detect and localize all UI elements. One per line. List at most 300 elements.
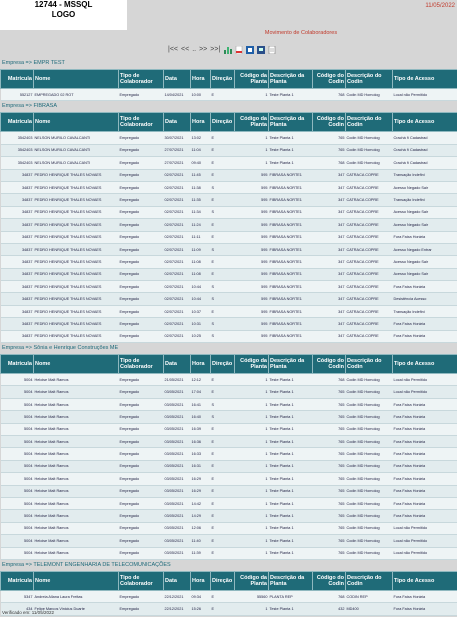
- table-cell: Crachá ñ Cadastrad: [393, 132, 457, 144]
- table-cell: 1: [235, 510, 269, 522]
- table-row[interactable]: [1, 460, 457, 472]
- table-row[interactable]: [1, 293, 457, 305]
- print-icon[interactable]: [257, 46, 265, 54]
- table-cell: Codin MD Homolog: [346, 547, 393, 559]
- column-header[interactable]: Descrição do Codin: [346, 571, 393, 590]
- table-cell: 02/07/2021: [164, 243, 191, 255]
- table-cell: Empregado: [119, 386, 164, 398]
- table-cell: E: [211, 144, 235, 156]
- table-cell: Felipe Marcos Vinicius Duarte: [34, 603, 119, 615]
- table-cell: 5004: [1, 374, 34, 386]
- table-cell: E: [211, 132, 235, 144]
- table-cell: PEDRO HENRIQUE THALES NOVAES: [34, 181, 119, 193]
- table-cell: 55560: [235, 590, 269, 602]
- report-content: [0, 58, 457, 616]
- table-cell: PEDRO HENRIQUE THALES NOVAES: [34, 330, 119, 342]
- table-cell: 765: [313, 522, 346, 534]
- column-header[interactable]: Tipo de Colaborador: [119, 355, 164, 374]
- table-header-row: [1, 70, 457, 89]
- column-header[interactable]: Data: [164, 571, 191, 590]
- table-cell: 02/07/2021: [164, 293, 191, 305]
- table-row[interactable]: [1, 219, 457, 231]
- table-cell: PEDRO HENRIQUE THALES NOVAES: [34, 281, 119, 293]
- table-cell: Codin MD Homolog: [346, 398, 393, 410]
- table-cell: E: [211, 423, 235, 435]
- table-cell: 34837: [1, 305, 34, 317]
- table-cell: 595: [235, 231, 269, 243]
- table-cell: Codin MD Homolog: [346, 497, 393, 509]
- table-row[interactable]: [1, 206, 457, 218]
- table-cell: 16:40: [191, 411, 211, 423]
- table-cell: 34837: [1, 318, 34, 330]
- table-cell: 5004: [1, 460, 34, 472]
- table-cell: CATRACA COPRE: [346, 194, 393, 206]
- chart-icon[interactable]: [224, 46, 232, 54]
- table-cell: Codin MD Homolog: [346, 535, 393, 547]
- table-cell: S: [211, 181, 235, 193]
- table-cell: 595: [235, 256, 269, 268]
- table-cell: S: [211, 318, 235, 330]
- table-cell: Teste Planta 1: [269, 374, 313, 386]
- table-row[interactable]: [1, 448, 457, 460]
- table-cell: Teste Planta 1: [269, 144, 313, 156]
- table-cell: Empregado: [119, 374, 164, 386]
- table-cell: E: [211, 497, 235, 509]
- table-cell: FIBRASA NORTE1: [269, 243, 313, 255]
- column-header[interactable]: Descrição da Planta: [269, 571, 313, 590]
- table-cell: Heloise Malt Ramos: [34, 473, 119, 485]
- table-cell: 12:06: [191, 522, 211, 534]
- column-header[interactable]: Matricula: [1, 113, 34, 132]
- table-cell: Fora Faixa Horária: [393, 448, 457, 460]
- column-header[interactable]: Tipo de Colaborador: [119, 113, 164, 132]
- table-cell: 02/07/2021: [164, 305, 191, 317]
- table-row[interactable]: [1, 318, 457, 330]
- table-cell: Codin MD Homolog: [346, 89, 393, 101]
- table-cell: 02/07/2021: [164, 256, 191, 268]
- column-header[interactable]: Matricula: [1, 70, 34, 89]
- table-row[interactable]: [1, 330, 457, 342]
- column-header[interactable]: Hora: [191, 571, 211, 590]
- table-cell: Empregado: [119, 398, 164, 410]
- table-cell: 5004: [1, 485, 34, 497]
- column-header[interactable]: Código da Planta: [235, 355, 269, 374]
- table-cell: Empregado: [119, 318, 164, 330]
- table-cell: 1: [235, 448, 269, 460]
- table-cell: Desistência Acesso: [393, 293, 457, 305]
- table-cell: Heloise Malt Ramos: [34, 485, 119, 497]
- table-cell: Fora Faixa Horária: [393, 485, 457, 497]
- column-header[interactable]: Tipo de Acesso: [393, 355, 457, 374]
- verification-footer: Verificado em: 11/05/2022: [2, 610, 54, 615]
- column-header[interactable]: Data: [164, 113, 191, 132]
- table-cell: 765: [313, 473, 346, 485]
- column-header[interactable]: Código do Codin: [313, 70, 346, 89]
- table-cell: Empregado: [119, 293, 164, 305]
- table-cell: Teste Planta 1: [269, 473, 313, 485]
- table-cell: 5004: [1, 522, 34, 534]
- table-cell: 765: [313, 398, 346, 410]
- table-cell: E: [211, 268, 235, 280]
- table-row[interactable]: [1, 522, 457, 534]
- table-cell: Teste Planta 1: [269, 460, 313, 472]
- export-excel-icon[interactable]: [246, 46, 254, 54]
- table-cell: 595: [235, 330, 269, 342]
- table-cell: S: [211, 411, 235, 423]
- table-row[interactable]: [1, 485, 457, 497]
- table-cell: 5004: [1, 535, 34, 547]
- table-row[interactable]: [1, 132, 457, 144]
- table-cell: 34837: [1, 206, 34, 218]
- table-cell: Empregado: [119, 194, 164, 206]
- table-cell: 17:04: [191, 386, 211, 398]
- table-cell: NELSON MURILO CAVALCANTI: [34, 157, 119, 169]
- table-cell: Heloise Malt Ramos: [34, 497, 119, 509]
- column-header[interactable]: Código do Codin: [313, 113, 346, 132]
- table-cell: Heloise Malt Ramos: [34, 448, 119, 460]
- column-header[interactable]: Código do Codin: [313, 355, 346, 374]
- table-cell: 765: [313, 435, 346, 447]
- table-cell: 3542403: [1, 157, 34, 169]
- table-cell: CATRACA COPRE: [346, 243, 393, 255]
- table-cell: CATRACA COPRE: [346, 231, 393, 243]
- table-header-row: [1, 355, 457, 374]
- table-cell: S: [211, 243, 235, 255]
- table-cell: 10:44: [191, 293, 211, 305]
- table-row[interactable]: [1, 497, 457, 509]
- report-title: Movimento de Colaboradores: [264, 30, 338, 36]
- column-header[interactable]: Descrição do Codin: [346, 355, 393, 374]
- table-cell: 1: [235, 435, 269, 447]
- table-cell: Codin MD Homolog: [346, 386, 393, 398]
- table-cell: 02/07/2021: [164, 268, 191, 280]
- table-cell: 434: [1, 603, 34, 615]
- column-header[interactable]: Hora: [191, 355, 211, 374]
- table-cell: E: [211, 386, 235, 398]
- table-cell: FIBRASA NORTE1: [269, 231, 313, 243]
- table-cell: Heloise Malt Ramos: [34, 460, 119, 472]
- table-cell: 10:00: [191, 89, 211, 101]
- column-header[interactable]: Matricula: [1, 355, 34, 374]
- table-cell: Teste Planta 1: [269, 535, 313, 547]
- table-cell: 347: [313, 219, 346, 231]
- table-cell: Heloise Malt Ramos: [34, 398, 119, 410]
- table-cell: 27/07/2021: [164, 144, 191, 156]
- column-header[interactable]: Descrição da Planta: [269, 113, 313, 132]
- table-cell: 768: [313, 157, 346, 169]
- table-cell: 595: [235, 243, 269, 255]
- table-cell: 16:33: [191, 448, 211, 460]
- table-row[interactable]: [1, 268, 457, 280]
- table-cell: S: [211, 293, 235, 305]
- first-page-button[interactable]: |<<: [168, 46, 178, 53]
- column-header[interactable]: Direção: [211, 571, 235, 590]
- table-cell: 34837: [1, 281, 34, 293]
- table-cell: 11:39: [191, 547, 211, 559]
- table-row[interactable]: [1, 547, 457, 559]
- table-cell: 347: [313, 231, 346, 243]
- table-cell: Heloise Malt Ramos: [34, 535, 119, 547]
- table-cell: 347: [313, 194, 346, 206]
- table-cell: PEDRO HENRIQUE THALES NOVAES: [34, 169, 119, 181]
- table-cell: 02/07/2021: [164, 219, 191, 231]
- table-cell: Empregado: [119, 330, 164, 342]
- table-row[interactable]: [1, 89, 457, 101]
- table-row[interactable]: [1, 411, 457, 423]
- table-cell: E: [211, 603, 235, 615]
- previous-page-button[interactable]: <<: [181, 46, 190, 53]
- table-cell: Codin MD Homolog: [346, 144, 393, 156]
- table-row[interactable]: [1, 374, 457, 386]
- column-header[interactable]: Direção: [211, 355, 235, 374]
- table-cell: 22/12/2021: [164, 603, 191, 615]
- table-cell: Codin MD Homolog: [346, 157, 393, 169]
- table-cell: NELSON MURILO CAVALCANTI: [34, 144, 119, 156]
- table-cell: Crachá ñ Cadastrad: [393, 144, 457, 156]
- table-cell: 1: [235, 374, 269, 386]
- table-cell: 5004: [1, 448, 34, 460]
- table-cell: FIBRASA NORTE1: [269, 206, 313, 218]
- table-row[interactable]: [1, 435, 457, 447]
- table-cell: 27/07/2021: [164, 157, 191, 169]
- table-cell: Acesso Negado Sair: [393, 219, 457, 231]
- column-header[interactable]: Nome: [34, 355, 119, 374]
- table-cell: 765: [313, 386, 346, 398]
- table-cell: Fora Faixa Horária: [393, 497, 457, 509]
- table-cell: 347: [313, 256, 346, 268]
- table-cell: 595: [235, 181, 269, 193]
- table-cell: 03/05/2021: [164, 497, 191, 509]
- table-cell: Transação Indefini: [393, 169, 457, 181]
- table-row[interactable]: [1, 256, 457, 268]
- column-header[interactable]: Descrição da Planta: [269, 355, 313, 374]
- column-header[interactable]: Descrição da Planta: [269, 70, 313, 89]
- table-cell: Empregado: [119, 89, 164, 101]
- table-cell: Empregado: [119, 305, 164, 317]
- table-row[interactable]: [1, 603, 457, 615]
- table-cell: PEDRO HENRIQUE THALES NOVAES: [34, 318, 119, 330]
- table-cell: Empregado: [119, 169, 164, 181]
- table-cell: Fora Faixa Horária: [393, 281, 457, 293]
- table-row[interactable]: [1, 157, 457, 169]
- last-page-button[interactable]: >>|: [210, 46, 221, 53]
- table-cell: Teste Planta 1: [269, 497, 313, 509]
- table-cell: 12:12: [191, 374, 211, 386]
- table-cell: 21/05/2021: [164, 374, 191, 386]
- table-cell: Codin MD Homolog: [346, 411, 393, 423]
- pagination-toolbar: [167, 44, 276, 56]
- table-cell: Empregado: [119, 510, 164, 522]
- table-cell: 347: [313, 206, 346, 218]
- logo-line-1: 12744 - MSSQL: [34, 0, 93, 9]
- company-section-title: Empresa => Sônia e Henrique Construções ME: [0, 343, 457, 354]
- table-row[interactable]: [1, 169, 457, 181]
- table-row[interactable]: [1, 590, 457, 602]
- table-cell: CATRACA COPRE: [346, 181, 393, 193]
- table-cell: Local não Permitido: [393, 522, 457, 534]
- table-cell: Fora Faixa Horária: [393, 398, 457, 410]
- table-row[interactable]: [1, 281, 457, 293]
- table-cell: Empregado: [119, 206, 164, 218]
- table-cell: 16:31: [191, 460, 211, 472]
- table-cell: Teste Planta 1: [269, 89, 313, 101]
- table-cell: 03/05/2021: [164, 423, 191, 435]
- table-cell: Empregado: [119, 411, 164, 423]
- table-cell: 10:44: [191, 281, 211, 293]
- table-cell: Empregado: [119, 219, 164, 231]
- table-cell: Teste Planta 1: [269, 435, 313, 447]
- table-cell: FIBRASA NORTE1: [269, 256, 313, 268]
- table-cell: Empregado: [119, 157, 164, 169]
- table-cell: E: [211, 547, 235, 559]
- column-header[interactable]: Código do Codin: [313, 571, 346, 590]
- table-cell: 765: [313, 485, 346, 497]
- table-cell: 22/12/2021: [164, 590, 191, 602]
- table-row[interactable]: [1, 386, 457, 398]
- table-cell: Andreia Allana Laura Freitas: [34, 590, 119, 602]
- column-header[interactable]: Descrição do Codin: [346, 70, 393, 89]
- table-cell: 15:26: [191, 603, 211, 615]
- column-header[interactable]: Hora: [191, 70, 211, 89]
- table-cell: Heloise Malt Ramos: [34, 435, 119, 447]
- table-cell: Fora Faixa Horária: [393, 318, 457, 330]
- table-cell: 16:29: [191, 485, 211, 497]
- column-header[interactable]: Direção: [211, 70, 235, 89]
- table-cell: 11:11: [191, 231, 211, 243]
- table-header-row: [1, 571, 457, 590]
- table-cell: 1: [235, 398, 269, 410]
- column-header[interactable]: Tipo de Acesso: [393, 70, 457, 89]
- movements-table: [0, 69, 457, 101]
- table-cell: Empregado: [119, 144, 164, 156]
- column-header[interactable]: Nome: [34, 113, 119, 132]
- table-cell: FIBRASA NORTE1: [269, 281, 313, 293]
- table-cell: E: [211, 374, 235, 386]
- column-header[interactable]: Tipo de Colaborador: [119, 571, 164, 590]
- table-cell: E: [211, 256, 235, 268]
- movements-table: [0, 112, 457, 343]
- table-row[interactable]: [1, 398, 457, 410]
- table-cell: 02/07/2021: [164, 181, 191, 193]
- next-page-button[interactable]: >>: [199, 46, 208, 53]
- company-section-title: Empresa => FIBRASA: [0, 101, 457, 112]
- table-row[interactable]: [1, 181, 457, 193]
- table-cell: Empregado: [119, 497, 164, 509]
- table-cell: Fora Faixa Horária: [393, 603, 457, 615]
- column-header[interactable]: Código da Planta: [235, 571, 269, 590]
- column-header[interactable]: Data: [164, 70, 191, 89]
- column-header[interactable]: Hora: [191, 113, 211, 132]
- table-cell: PEDRO HENRIQUE THALES NOVAES: [34, 219, 119, 231]
- table-cell: CATRACA COPRE: [346, 281, 393, 293]
- column-header[interactable]: Direção: [211, 113, 235, 132]
- table-cell: S: [211, 330, 235, 342]
- column-header[interactable]: Nome: [34, 571, 119, 590]
- table-cell: Empregado: [119, 522, 164, 534]
- table-cell: 02/07/2021: [164, 194, 191, 206]
- table-cell: 3542403: [1, 144, 34, 156]
- table-cell: 1: [235, 132, 269, 144]
- table-cell: PEDRO HENRIQUE THALES NOVAES: [34, 194, 119, 206]
- table-row[interactable]: [1, 535, 457, 547]
- table-cell: E: [211, 435, 235, 447]
- table-cell: 347: [313, 181, 346, 193]
- table-cell: Acesso Negado Entrar: [393, 243, 457, 255]
- table-cell: Codin MD Homolog: [346, 448, 393, 460]
- table-cell: 347: [313, 305, 346, 317]
- table-cell: E: [211, 169, 235, 181]
- table-cell: 03/05/2021: [164, 435, 191, 447]
- table-row[interactable]: [1, 305, 457, 317]
- table-cell: Teste Planta 1: [269, 386, 313, 398]
- document-icon[interactable]: [268, 46, 276, 54]
- column-header[interactable]: Descrição do Codin: [346, 113, 393, 132]
- table-cell: 1: [235, 89, 269, 101]
- table-cell: 1: [235, 386, 269, 398]
- table-cell: Codin MD Homolog: [346, 423, 393, 435]
- table-cell: 595: [235, 219, 269, 231]
- table-cell: 03/05/2021: [164, 522, 191, 534]
- table-row[interactable]: [1, 194, 457, 206]
- table-cell: FIBRASA NORTE1: [269, 194, 313, 206]
- table-cell: 02/07/2021: [164, 330, 191, 342]
- table-cell: Empregado: [119, 547, 164, 559]
- table-cell: 595: [235, 268, 269, 280]
- table-cell: Codin MD Homolog: [346, 473, 393, 485]
- export-pdf-icon[interactable]: [235, 46, 243, 54]
- table-row[interactable]: [1, 231, 457, 243]
- column-header[interactable]: Data: [164, 355, 191, 374]
- table-row[interactable]: [1, 423, 457, 435]
- column-header[interactable]: Código da Planta: [235, 113, 269, 132]
- table-cell: Empregado: [119, 473, 164, 485]
- table-cell: Empregado: [119, 243, 164, 255]
- table-cell: 1: [235, 473, 269, 485]
- table-cell: 765: [313, 144, 346, 156]
- column-header[interactable]: Tipo de Acesso: [393, 571, 457, 590]
- table-row[interactable]: [1, 243, 457, 255]
- table-cell: PEDRO HENRIQUE THALES NOVAES: [34, 293, 119, 305]
- table-cell: Acesso Negado Sair: [393, 181, 457, 193]
- table-cell: 02/07/2021: [164, 318, 191, 330]
- table-cell: 5004: [1, 398, 34, 410]
- table-cell: Local não Permitido: [393, 374, 457, 386]
- table-row[interactable]: [1, 473, 457, 485]
- table-cell: Empregado: [119, 132, 164, 144]
- table-cell: 5004: [1, 473, 34, 485]
- logo-line-2: LOGO: [51, 10, 76, 19]
- column-header[interactable]: Nome: [34, 70, 119, 89]
- table-row[interactable]: [1, 510, 457, 522]
- column-header[interactable]: Tipo de Acesso: [393, 113, 457, 132]
- table-row[interactable]: [1, 144, 457, 156]
- column-header[interactable]: Matricula: [1, 571, 34, 590]
- table-cell: E: [211, 89, 235, 101]
- table-cell: MD400: [346, 603, 393, 615]
- table-cell: 1: [235, 497, 269, 509]
- table-cell: 595: [235, 293, 269, 305]
- table-cell: 768: [313, 89, 346, 101]
- table-cell: Heloise Malt Ramos: [34, 411, 119, 423]
- column-header[interactable]: Tipo de Colaborador: [119, 70, 164, 89]
- table-cell: 595: [235, 318, 269, 330]
- table-cell: Fora Faixa Horária: [393, 411, 457, 423]
- table-cell: 5004: [1, 411, 34, 423]
- table-cell: Fora Faixa Horária: [393, 435, 457, 447]
- column-header[interactable]: Código da Planta: [235, 70, 269, 89]
- table-cell: 09:40: [191, 157, 211, 169]
- table-cell: 5004: [1, 547, 34, 559]
